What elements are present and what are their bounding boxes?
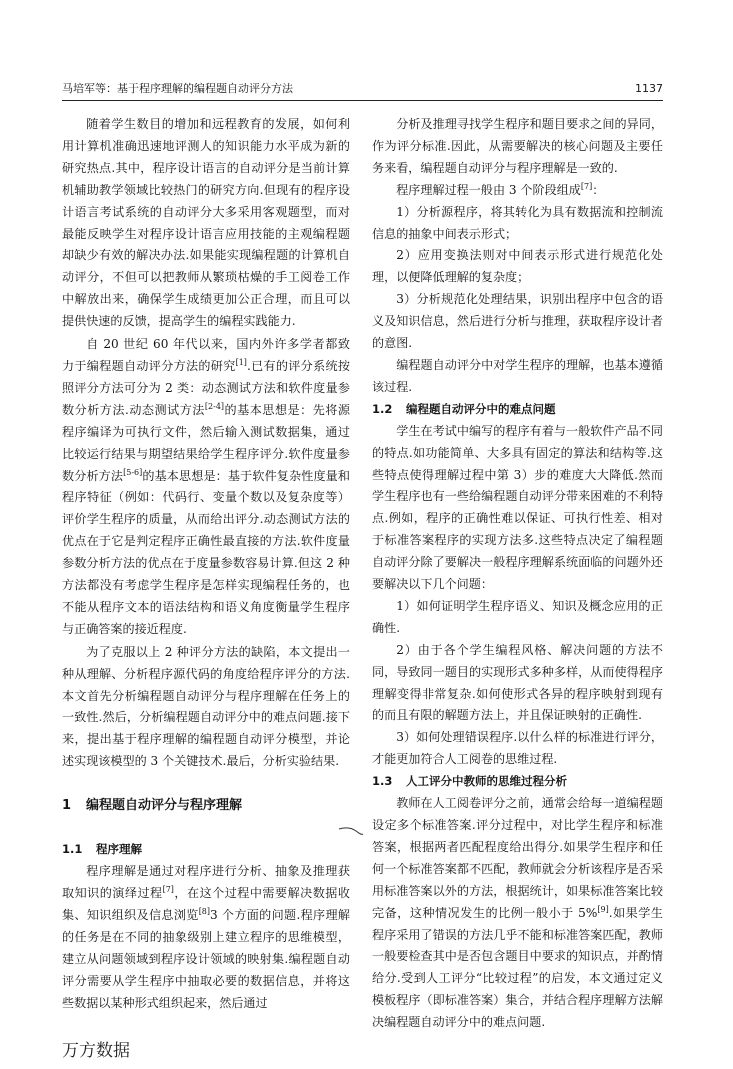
list-item: 3）如何处理错误程序.以什么样的标准进行评分，才能更加符合人工阅卷的思维过程. [372, 730, 663, 767]
page-number: 1137 [635, 82, 663, 95]
citation: [9] [597, 904, 609, 914]
section-heading: 1 编程题自动评分与程序理解 [62, 798, 243, 814]
header-authors-title: 马培军等：基于程序理解的编程题自动评分方法 [62, 82, 293, 95]
right-column [372, 114, 663, 1034]
citation: [7] [162, 884, 174, 894]
list-item: 2）应用变换法则对中间表示形式进行规范化处理，以便降低理解的复杂度； [372, 248, 663, 285]
citation: [1] [235, 357, 247, 367]
paragraph: 自 20 世纪 60 年代以来，国内外许多学者都致力于编程题自动评分方法的研究[1].已有的评分系统按照评分方法可分为 2 类：动态测试方法和软件度量参数分析方法.动态测试方法[2-4]的基本思想是：先将源程序编译为可执行文件，然后输入测试数据集，通过比较运行结果与期望结果给学生程序评分.软件度量参数分析方法[5-6]的基本思想是：基于软件复杂性度量和程序特征（例如：代码行、变量个数以及复杂度等）评价学生程序的质量，从而给出评分.动态测试方法的优点在于它是判定程序正确性最直接的方法.软件度量参数分析方法的优点在于度量参数容易计算.但这 2 种方法都没有考虑学生程序是怎样实现编程任务的，也不能从程序文本的语法结构和语义角度衡量学生程序与正确答案的接近程度. [62, 337, 350, 636]
paragraph: 随着学生数目的增加和远程教育的发展，如何利用计算机准确迅速地评测人的知识能力水平成为新的研究热点.其中，程序设计语言的自动评分是当前计算机辅助教学领域比较热门的研究方向.但现有的程序设计语言考试系统的自动评分大多采用客观题型，而对最能反映学生对程序设计语言应用技能的主观编程题却缺少有效的解决办法.如果能实现编程题的计算机自动评分，不但可以把教师从繁琐枯燥的手工阅卷工作中解放出来，确保学生成绩更加公正合理，而且可以提供快速的反馈，提高学生的编程实践能力. [62, 117, 350, 329]
list-item: 1）分析源程序，将其转化为具有数据流和控制流信息的抽象中间表示形式； [372, 204, 663, 241]
citation: [2-4] [204, 401, 225, 411]
paragraph: 为了克服以上 2 种评分方法的缺陷，本文提出一种从理解、分析程序源代码的角度给程序评分的方法.本文首先分析编程题自动评分与程序理解在任务上的一致性.然后，分析编程题自动评分中的难点问题.接下来，提出基于程序理解的编程题自动评分模型，并论述实现该模型的 3 个关键技术.最后，分析实验结果. [62, 644, 350, 769]
paragraph: 程序理解是通过对程序进行分析、抽象及推理获取知识的演绎过程[7]，在这个过程中需要解决数据收集、知识组织及信息浏览[8]3 个方面的问题.程序理解的任务是在不同的抽象级别上建立程序的思维模型，建立从问题领域到程序设计领域的映射集.编程题自动评分需要从学生程序中抽取必要的数据信息，并将这些数据以某种形式组织起来，然后通过 [62, 864, 350, 1010]
paragraph: 教师在人工阅卷评分之前，通常会给每一道编程题设定多个标准答案.评分过程中，对比学生程序和标准答案，根据两者匹配程度给出得分.如果学生程序和任何一个标准答案都不匹配，教师就会分析该程序是否采用标准答案以外的方法，根据统计，如果标准答案比较完备，这种情况发生的比例一般小于 5%[9].如果学生程序采用了错误的方法几乎不能和标准答案匹配，教师一般要检查其中是否包含题目中要求的知识点，并酌情给分.受到人工评分“比较过程”的启发，本文通过定义模板程序（即标准答案）集合，并结合程序理解方法解决编程题自动评分中的难点问题. [372, 796, 663, 1030]
list-item: 3）分析规范化处理结果，识别出程序中包含的语义及知识信息，然后进行分析与推理，获取程序设计者的意图. [372, 292, 663, 351]
paragraph: 学生在考试中编写的程序有着与一般软件产品不同的特点.如功能简单、大多具有固定的算法和结构等.这些特点使得理解过程中第 3）步的难度大大降低.然而学生程序也有一些给编程题自动评分带来困难的不利特点.例如，程序的正确性难以保证、可执行性差、相对于标准答案程序的实现方法多.这些特点决定了编程题自动评分除了要解决一般程序理解系统面临的问题外还要解决以下几个问题： [372, 423, 663, 592]
paragraph: 程序理解过程一般由 3 个阶段组成[7]： [396, 181, 605, 197]
pen-mark-squiggle [338, 826, 364, 836]
list-item: 2）由于各个学生编程风格、解决问题的方法不同，导致同一题目的实现形式多种多样，从而使得程序理解变得非常复杂.如何使形式各异的程序映射到现有的而且有限的解题方法上，并且保证映射的正确性. [372, 642, 663, 723]
subsection-heading: 1.1 程序理解 [62, 842, 142, 857]
subsection-heading: 1.2 编程题自动评分中的难点问题 [372, 401, 556, 416]
paragraph: 分析及推理寻找学生程序和题目要求之间的异同，作为评分标准.因此，从需要解决的核心问题及主要任务来看，编程题自动评分与程序理解是一致的. [372, 117, 663, 175]
paragraph: 编程题自动评分中对学生程序的理解，也基本遵循该过程. [372, 357, 663, 394]
citation: [7] [580, 181, 593, 191]
citation: [8] [198, 906, 211, 916]
wanfang-watermark: 万方数据 [62, 1041, 130, 1061]
subsection-heading: 1.3 人工评分中教师的思维过程分析 [372, 774, 567, 789]
left-column [62, 114, 350, 1014]
running-header [62, 78, 663, 101]
citation: [5-6] [123, 467, 143, 477]
list-item: 1）如何证明学生程序语义、知识及概念应用的正确性. [372, 598, 663, 635]
